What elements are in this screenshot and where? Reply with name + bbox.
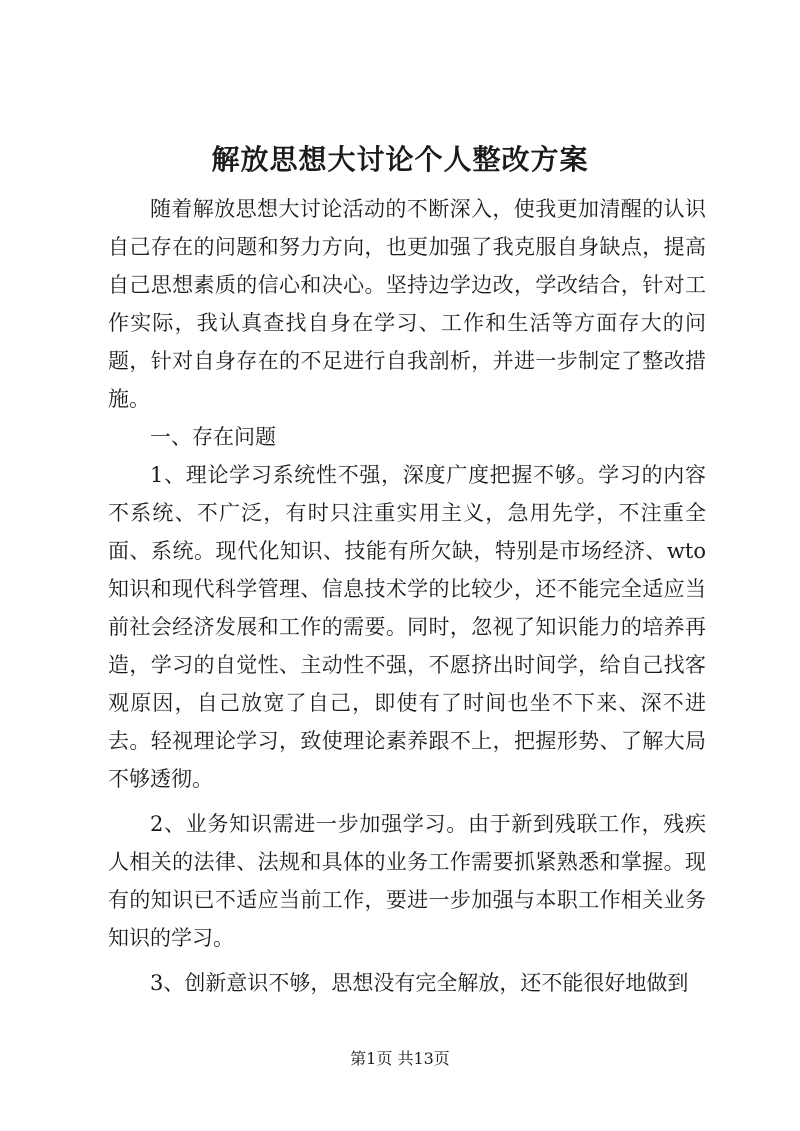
intro-paragraph: 随着解放思想大讨论活动的不断深入，使我更加清醒的认识自己存在的问题和努力方向，也更加强了我克服自身缺点，提高自己思想素质的信心和决心。坚持边学边改，学改结合，针对工作实际，我认真查找自身在学习、工作和生活等方面存大的问题，针对自身存在的不足进行自我剖析，并进一步制定了整改措施。	[108, 197, 706, 411]
issue-paragraph-3: 3、创新意识不够，思想没有完全解放，还不能很好地做到	[150, 971, 689, 995]
page-number-footer: 第1页 共13页	[350, 1049, 450, 1068]
document-body	[108, 190, 706, 1002]
issue-paragraph-1: 1、理论学习系统性不强，深度广度把握不够。学习的内容不系统、不广泛，有时只注重实用主义，急用先学，不注重全面、系统。现代化知识、技能有所欠缺，特别是市场经济、wto知识和现代科学管理、信息技术学的比较少，还不能完全适应当前社会经济发展和工作的需要。同时，忽视了知识能力的培养再造，学习的自觉性、主动性不强，不愿挤出时间学，给自己找客观原因，自己放宽了自己，即使有了时间也坐不下来、深不进去。轻视理论学习，致使理论素养跟不上，把握形势、了解大局不够透彻。	[108, 463, 706, 791]
document-title: 解放思想大讨论个人整改方案	[211, 143, 589, 176]
issue-paragraph-2: 2、业务知识需进一步加强学习。由于新到残联工作，残疾人相关的法律、法规和具体的业务工作需要抓紧熟悉和掌握。现有的知识已不适应当前工作，要进一步加强与本职工作相关业务知识的学习。	[108, 812, 706, 950]
section-heading: 一、存在问题	[150, 425, 276, 449]
